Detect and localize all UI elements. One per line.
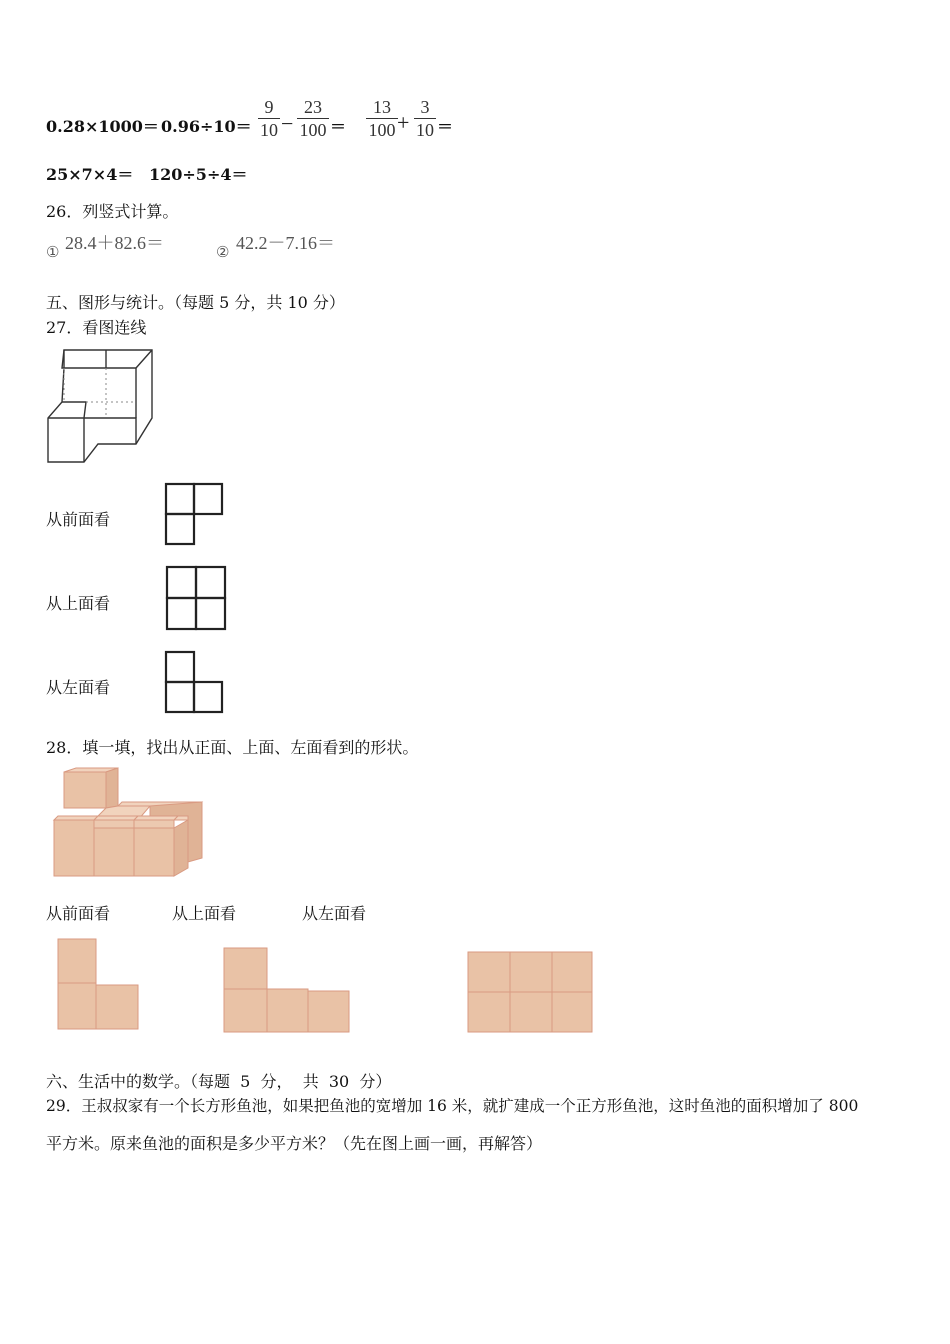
view-shape-3[interactable]: [164, 650, 224, 714]
fraction-denominator: 100: [299, 120, 327, 140]
question-26-title: 26．列竖式计算。: [46, 202, 179, 221]
question-29-line-2: 平方米。原来鱼池的面积是多少平方米？（先在图上画一画，再解答）: [46, 1134, 543, 1153]
math-expression-3: 25×7×4＝: [46, 165, 134, 184]
question-27-title: 27．看图连线: [46, 318, 147, 337]
q27-label-top: 从上面看: [46, 594, 111, 613]
answer-shape-left[interactable]: [466, 950, 594, 1034]
answer-shape-front[interactable]: [56, 937, 142, 1031]
vertical-calc-2: 42.2－7.16＝: [236, 233, 335, 253]
question-29-line-1: 29．王叔叔家有一个长方形鱼池，如果把鱼池的宽增加 16 米，就扩建成一个正方形鱼池，这时鱼池的面积增加了 800: [46, 1097, 859, 1115]
fraction-denominator: 10: [260, 120, 278, 140]
fraction-numerator: 23: [304, 97, 322, 117]
item-number-2: ②: [216, 245, 230, 261]
cube-stack-sketch: [44, 346, 156, 464]
fraction-13-100: [366, 97, 398, 140]
fraction-denominator: 100: [368, 120, 396, 140]
view-shape-1[interactable]: [164, 482, 224, 546]
equals-sign: ＝: [437, 117, 454, 136]
q28-label-top: 从上面看: [172, 904, 237, 923]
view-shape-2[interactable]: [165, 565, 227, 631]
answer-shape-top[interactable]: [222, 946, 352, 1034]
math-expression-2: 0.96÷10＝: [161, 117, 252, 136]
question-28-title: 28．填一填，找出从正面、上面、左面看到的形状。: [46, 738, 419, 757]
item-number-1: ①: [46, 245, 60, 261]
equals-sign: ＝: [330, 117, 347, 136]
fraction-denominator: 10: [416, 120, 434, 140]
section-6-title: 六、生活中的数学。（每题 5 分， 共 30 分）: [46, 1072, 392, 1091]
fraction-9-10: [258, 97, 280, 140]
fraction-23-100: [297, 97, 329, 140]
fraction-3-10: [414, 97, 436, 140]
q28-label-front: 从前面看: [46, 904, 111, 923]
vertical-calc-1: 28.4＋82.6＝: [65, 233, 164, 253]
cube-arrangement-image: [50, 768, 205, 880]
math-expression-1: 0.28×1000＝: [46, 117, 159, 136]
q28-label-left: 从左面看: [302, 904, 367, 923]
section-5-title: 五、图形与统计。（每题 5 分，共 10 分）: [46, 293, 345, 312]
fraction-numerator: 13: [373, 97, 391, 117]
plus-sign: +: [397, 110, 410, 135]
math-expression-4: 120÷5÷4＝: [149, 165, 248, 184]
minus-sign: −: [281, 111, 294, 136]
fraction-numerator: 9: [264, 97, 274, 117]
q27-label-front: 从前面看: [46, 510, 111, 529]
fraction-numerator: 3: [420, 97, 430, 117]
q27-label-left: 从左面看: [46, 678, 111, 697]
